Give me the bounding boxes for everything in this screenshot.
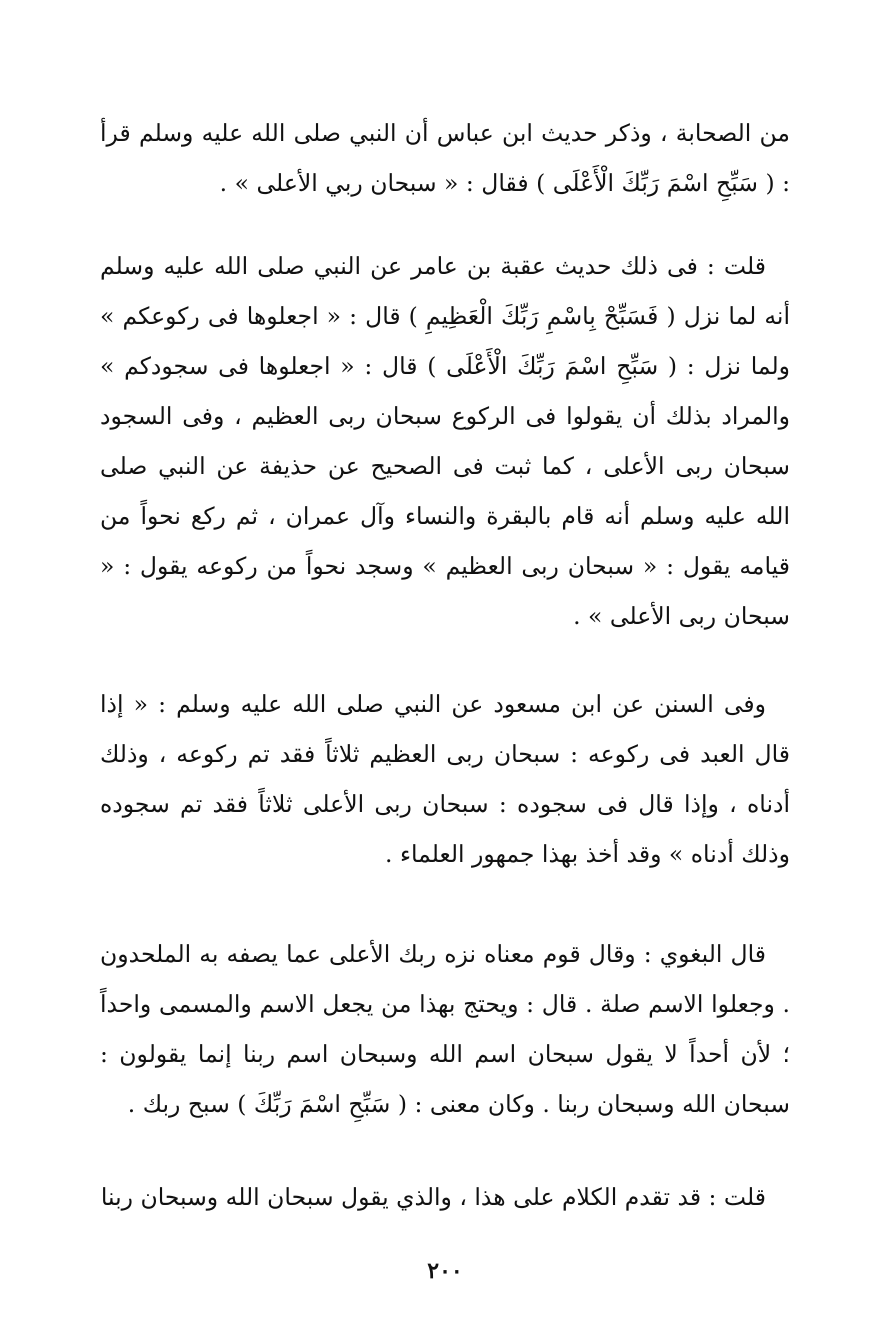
paragraph-3: وفى السنن عن ابن مسعود عن النبي صلى الله عليه وسلم : « إذا قال العبد فى ركوعه : سبحان ربى العظيم ثلاثاً فقد تم ركوعه ، وذلك أدناه ، وإذا قال فى سجوده : سبحان ربى الأعلى ثلاثاً فقد تم سجوده وذلك أدناه » وقد أخذ بهذا جمهور العلماء .: [100, 690, 790, 868]
paragraph-5: قلت : قد تقدم الكلام على هذا ، والذي يقول سبحان الله وسبحان ربنا: [100, 1183, 766, 1211]
paragraph-1: من الصحابة ، وذكر حديث ابن عباس أن النبي صلى الله عليه وسلم قرأ : ( سَبِّحِ اسْمَ رَبِّكَ الْأَعْلَى ) فقال : « سبحان ربي الأعلى » .: [100, 119, 790, 197]
paragraph-2: قلت : فى ذلك حديث عقبة بن عامر عن النبي صلى الله عليه وسلم أنه لما نزل ( فَسَبِّحْ بِاسْمِ رَبِّكَ الْعَظِيمِ ) قال : « اجعلوها فى ركوعكم » ولما نزل : ( سَبِّحِ اسْمَ رَبِّكَ الْأَعْلَى ) قال : « اجعلوها فى سجودكم » والمراد بذلك أن يقولوا فى الركوع سبحان ربى العظيم ، وفى السجود سبحان ربى الأعلى ، كما ثبت فى الصحيح عن حذيفة عن النبي صلى الله عليه وسلم أنه قام بالبقرة والنساء وآل عمران ، ثم ركع نحواً من قيامه يقول : « سبحان ربى العظيم » وسجد نحواً من ركوعه يقول : « سبحان ربى الأعلى » .: [100, 252, 790, 630]
paragraph-4: قال البغوي : وقال قوم معناه نزه ربك الأعلى عما يصفه به الملحدون . وجعلوا الاسم صلة . قال : ويحتج بهذا من يجعل الاسم والمسمى واحداً ؛ لأن أحداً لا يقول سبحان اسم الله وسبحان اسم ربنا إنما يقولون : سبحان الله وسبحان ربنا . وكان معنى : ( سَبِّحِ اسْمَ رَبِّكَ ) سبح ربك .: [100, 940, 790, 1118]
page-number: ٢٠٠: [427, 1258, 463, 1284]
